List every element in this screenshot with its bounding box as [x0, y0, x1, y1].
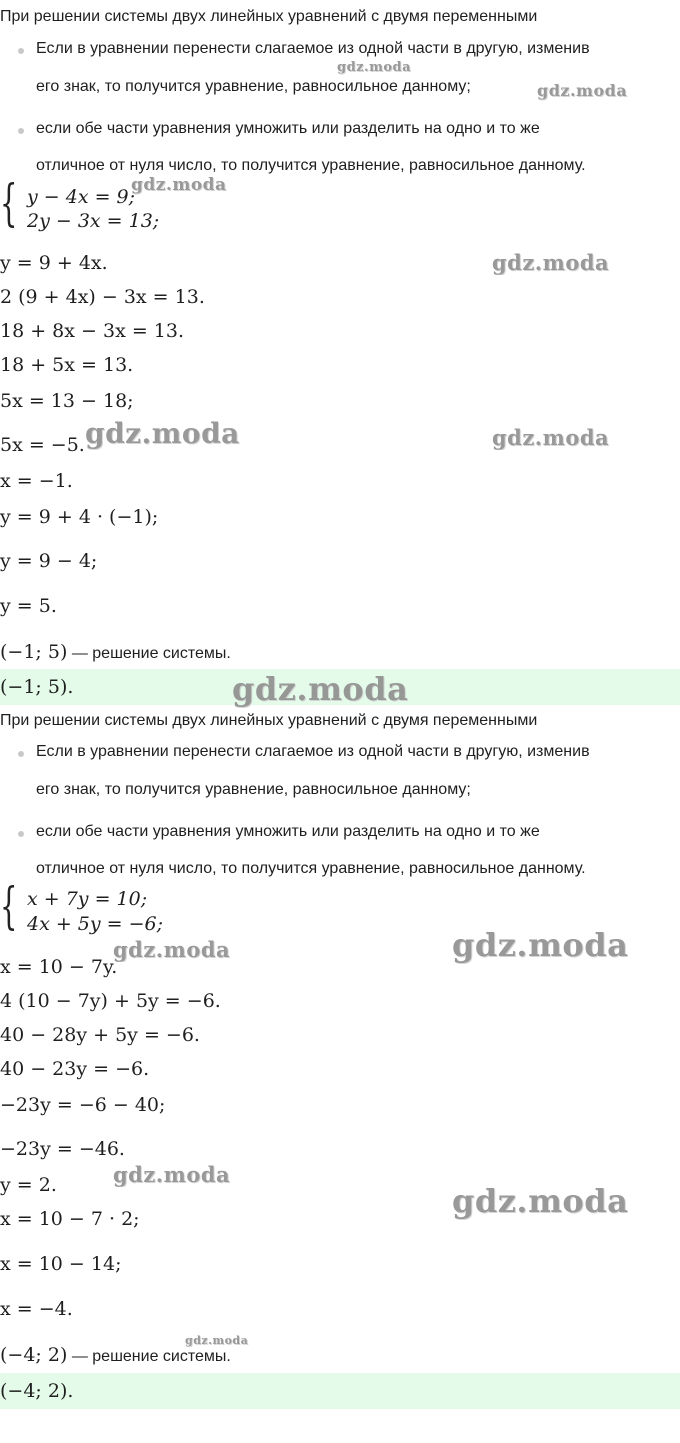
watermark-logo: gdz.moda [337, 60, 412, 75]
watermark-logo: gdz.moda [185, 1334, 249, 1347]
rule-1-line-1: Если в уравнении перенести слагаемое из одной части в другую, изменив [36, 743, 590, 760]
bullet-icon [18, 48, 24, 54]
rule-1-line-2: его знак, то получится уравнение, равносильное данному; [36, 781, 471, 798]
step-3: 18 + 8x − 3x = 13. [0, 320, 184, 342]
watermark-logo: gdz.moda [537, 81, 628, 100]
step-8: x = 10 − 7 · 2; [0, 1208, 140, 1230]
rule-2-line-1: если обе части уравнения умножить или разделить на одно и то же [36, 823, 540, 840]
step-1: x = 10 − 7y. [0, 956, 118, 978]
step-2: 4 (10 − 7y) + 5y = −6. [0, 990, 221, 1012]
intro-text: При решении системы двух линейных уравнений с двумя переменными [0, 8, 538, 25]
system-equation-2: 2y − 3x = 13; [27, 210, 160, 232]
intro-text: При решении системы двух линейных уравнений с двумя переменными [0, 712, 538, 729]
step-2: 2 (9 + 4x) − 3x = 13. [0, 286, 205, 308]
rule-2-line-2: отличное от нуля число, то получится уравнение, равносильное данному. [36, 157, 586, 174]
answer-value: (−4; 2). [0, 1380, 74, 1402]
step-4: 40 − 23y = −6. [0, 1058, 150, 1080]
answer-box [0, 1373, 680, 1409]
rule-2-line-1: если обе части уравнения умножить или разделить на одно и то же [36, 120, 540, 137]
rule-1-line-1: Если в уравнении перенести слагаемое из одной части в другую, изменив [36, 40, 590, 57]
solution-text: — решение системы. [67, 645, 231, 662]
step-7: y = 2. [0, 1174, 57, 1196]
step-10: y = 5. [0, 595, 57, 617]
system-brace: { [0, 877, 18, 935]
watermark-logo: gdz.moda [113, 937, 231, 962]
solution-math: (−4; 2) [0, 1344, 68, 1366]
step-8: y = 9 + 4 · (−1); [0, 506, 159, 528]
step-9: y = 9 − 4; [0, 550, 98, 572]
solution-line [0, 641, 231, 663]
step-9: x = 10 − 14; [0, 1253, 122, 1275]
step-5: 5x = 13 − 18; [0, 390, 134, 412]
system-equation-2: 4x + 5y = −6; [27, 913, 164, 935]
step-6: 5x = −5. [0, 434, 85, 456]
system-equation-1: y − 4x = 9; [27, 186, 136, 208]
system-brace: { [0, 174, 18, 232]
step-3: 40 − 28y + 5y = −6. [0, 1024, 200, 1046]
rule-2-line-2: отличное от нуля число, то получится уравнение, равносильное данному. [36, 860, 586, 877]
solution-line [0, 1344, 231, 1366]
watermark-logo: gdz.moda [131, 175, 227, 195]
watermark-logo: gdz.moda [452, 926, 629, 964]
system-equation-1: x + 7y = 10; [27, 888, 148, 910]
step-1: y = 9 + 4x. [0, 252, 108, 274]
solution-math: (−1; 5) [0, 641, 68, 663]
step-4: 18 + 5x = 13. [0, 354, 134, 376]
watermark-logo: gdz.moda [113, 1162, 231, 1187]
watermark-logo: gdz.moda [452, 1182, 629, 1220]
step-6: −23y = −46. [0, 1138, 125, 1160]
bullet-icon [18, 751, 24, 757]
step-7: x = −1. [0, 470, 73, 492]
step-10: x = −4. [0, 1298, 73, 1320]
watermark-logo: gdz.moda [232, 670, 409, 708]
rule-1-line-2: его знак, то получится уравнение, равносильное данному; [36, 78, 471, 95]
answer-value: (−1; 5). [0, 676, 74, 698]
watermark-logo: gdz.moda [492, 425, 610, 450]
watermark-logo: gdz.moda [85, 417, 240, 450]
solution-text: — решение системы. [67, 1348, 231, 1365]
step-5: −23y = −6 − 40; [0, 1094, 166, 1116]
bullet-icon [18, 831, 24, 837]
watermark-logo: gdz.moda [492, 250, 610, 275]
bullet-icon [18, 128, 24, 134]
